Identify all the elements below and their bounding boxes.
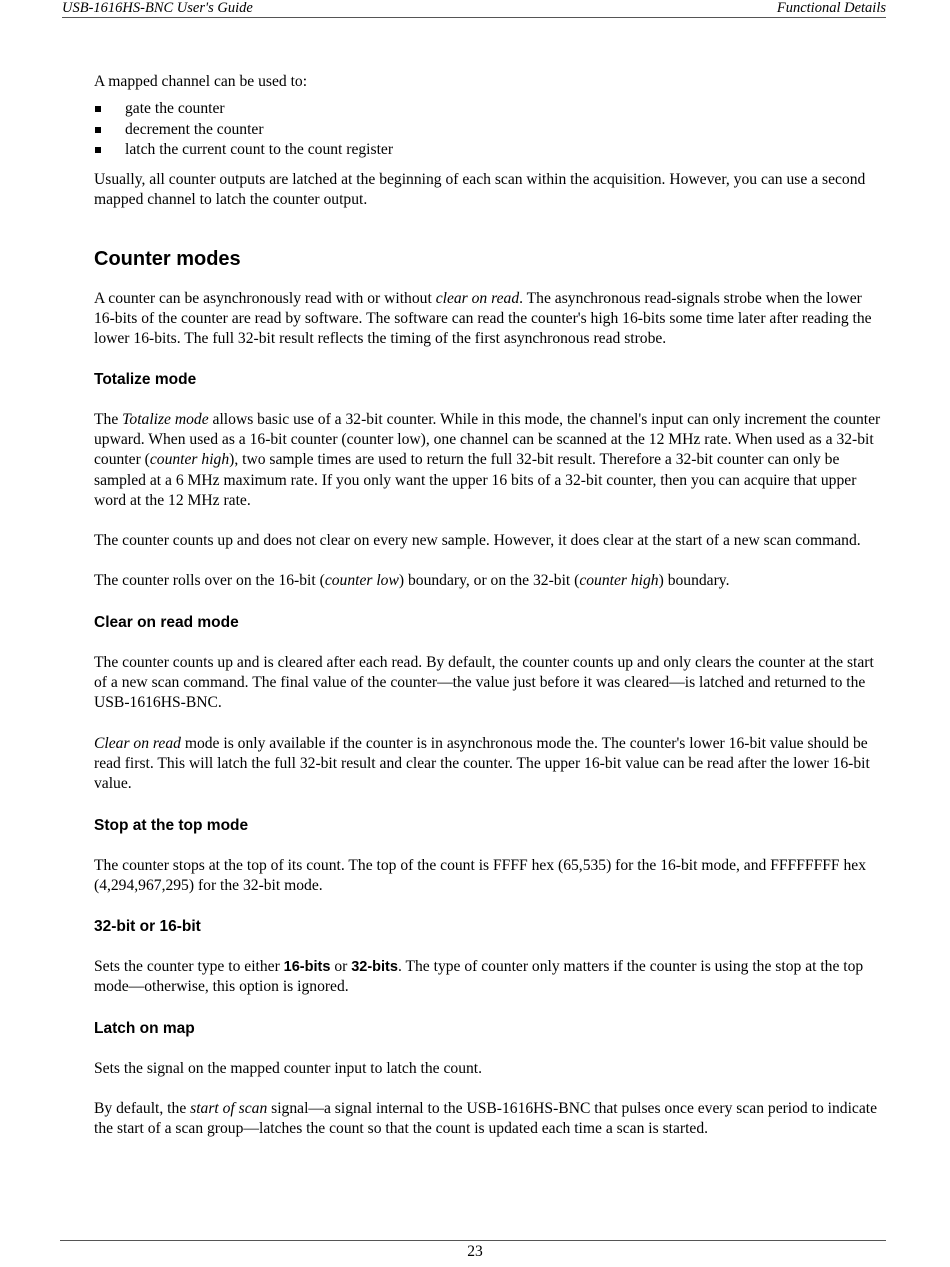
clear-on-read-heading: Clear on read mode bbox=[94, 613, 239, 631]
counter-modes-heading: Counter modes bbox=[94, 247, 241, 270]
latch-on-map-heading: Latch on map bbox=[94, 1019, 195, 1037]
totalize-paragraph-2: The counter counts up and does not clear on every new sample. However, it does clear at the start of a new scan command. bbox=[94, 532, 861, 550]
intro-paragraph: Usually, all counter outputs are latched at the beginning of each scan within the acquisition. However, you can use a second mapped channel to latch the counter output. bbox=[94, 171, 866, 209]
page-number: 23 bbox=[467, 1243, 483, 1260]
clear-on-read-paragraph-1: The counter counts up and is cleared after each read. By default, the counter counts up and only clears the counter at the start of a new scan command. The final value of the counter—the value just before it was cleared—is latched and returned to the USB-1616HS-BNC. bbox=[94, 653, 874, 712]
stop-at-top-heading: Stop at the top mode bbox=[94, 816, 249, 834]
list-item: gate the counter bbox=[94, 99, 884, 119]
totalize-paragraph-3: The counter rolls over on the 16-bit (counter low) boundary, or on the 32-bit (counter high) boundary. bbox=[94, 572, 730, 590]
clear-on-read-paragraph-2: Clear on read mode is only available if the counter is in asynchronous mode the. The counter's lower 16-bit value should be read first. This will latch the full 32-bit result and clear the counter. The upper 16-bit value can be read after the lower 16-bit value. bbox=[94, 734, 870, 793]
bit-mode-paragraph: Sets the counter type to either 16-bits or 32-bits. The type of counter only matters if the counter is using the stop at the top mode—otherwise, this option is ignored. bbox=[94, 958, 864, 996]
latch-on-map-paragraph-1: Sets the signal on the mapped counter input to latch the count. bbox=[94, 1059, 483, 1077]
latch-on-map-paragraph-2: By default, the start of scan signal—a signal internal to the USB-1616HS-BNC that pulses once every scan period to indicate the start of a scan group—latches the count so that the count is updated each time a scan is started. bbox=[94, 1100, 878, 1138]
stop-at-top-paragraph: The counter stops at the top of its count. The top of the count is FFFF hex (65,535) for the 16-bit mode, and FFFFFFFF hex (4,294,967,295) for the 32-bit mode. bbox=[94, 856, 867, 894]
totalize-paragraph-1: The Totalize mode allows basic use of a 32-bit counter. While in this mode, the channel's input can only increment the counter upward. When used as a 16-bit counter (counter low), one channel can be scanned at the 12 MHz rate. When used as a 32-bit counter (counter high), two sample times are used to return the full 32-bit result. Therefore a 32-bit counter can only be sampled at a 6 MHz maximum rate. If you only want the upper 16 bits of a 32-bit counter, then you can acquire that upper word at the 12 MHz rate. bbox=[94, 410, 881, 509]
header-section-title: Functional Details bbox=[776, 0, 886, 16]
running-header bbox=[62, 0, 886, 18]
list-item: decrement the counter bbox=[94, 120, 884, 140]
counter-modes-paragraph: A counter can be asynchronously read with or without clear on read. The asynchronous read-signals strobe when the lower 16-bits of the counter are read by software. The software can read the counter's high 16-bits some time later after reading the lower 16-bits. The full 32-bit result reflects the timing of the first asynchronous read strobe. bbox=[94, 289, 872, 348]
intro-lead: A mapped channel can be used to: bbox=[94, 73, 308, 90]
footer-rule bbox=[60, 1240, 886, 1241]
list-item: latch the current count to the count register bbox=[94, 140, 884, 160]
bit-mode-heading: 32-bit or 16-bit bbox=[94, 918, 201, 936]
header-doc-title: USB-1616HS-BNC User's Guide bbox=[62, 0, 253, 16]
mapped-channel-uses-list bbox=[94, 99, 884, 160]
totalize-mode-heading: Totalize mode bbox=[94, 370, 197, 388]
page-content bbox=[94, 72, 884, 1140]
